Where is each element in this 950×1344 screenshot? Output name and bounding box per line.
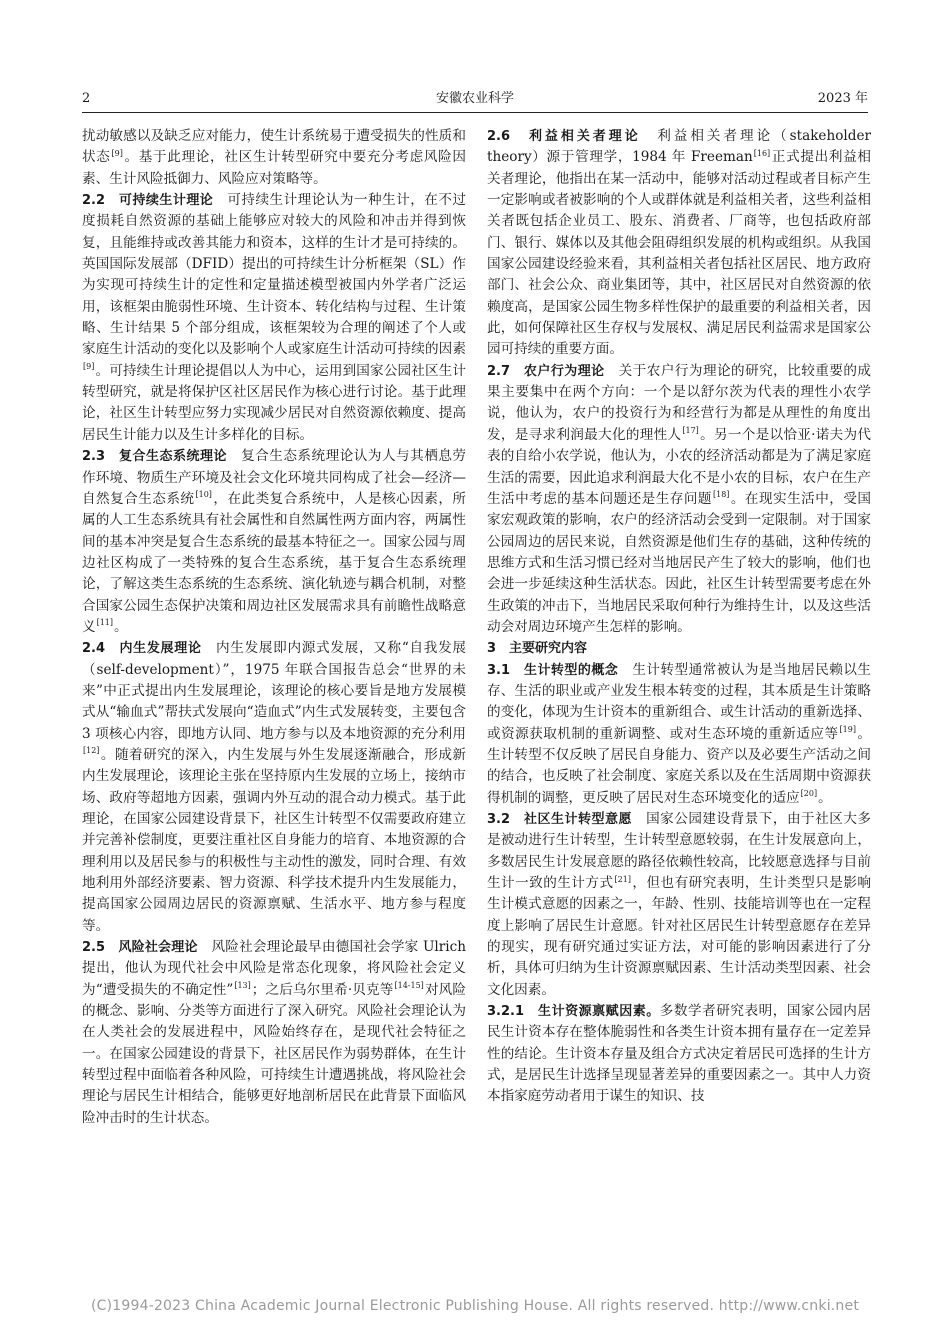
paragraph-continued: 扰动敏感以及缺乏应对能力，使生计系统易于遭受损失的性质和状态[9]。基于此理论，社区生计转型研究中要充分考虑风险因素、生计风险抵御力、风险应对策略等。 bbox=[82, 128, 467, 187]
citation[interactable]: [19] bbox=[839, 725, 856, 735]
section-heading: 2.4 内生发展理论 bbox=[82, 641, 202, 657]
section-heading: 3.1 生计转型的概念 bbox=[487, 662, 619, 678]
citation[interactable]: [9] bbox=[83, 362, 95, 372]
section-heading: 2.6 利益相关者理论 bbox=[487, 129, 641, 144]
citation[interactable]: [14-15] bbox=[394, 981, 424, 991]
citation[interactable]: [21] bbox=[614, 874, 631, 884]
section-heading: 3 主要研究内容 bbox=[487, 641, 588, 657]
citation[interactable]: [16] bbox=[753, 148, 771, 158]
citation[interactable]: [11] bbox=[96, 618, 114, 628]
section-2-6: 2.6 利益相关者理论 利益相关者理论（stakeholder theory）源于管理学，1984 年 Freeman[16]正式提出利益相关者理论，他指出在某一活动中，能够对活动过程或者目标产生一定影响或者被影响的个人或群体就是利益相关者，这些利益相关者既包括企业员工、股东、消费者、厂商等，也包括政府部门、银行、媒体以及其他会阻碍组织发展的机构或组织。从我国国家公园建设经验来看，其利益相关者包括社区居民、地方政府部门、社会公众、商业集团等，其中，社区居民对自然资源的依赖度高，是国家公园生物多样性保护的最重要的利益相关者，因此，如何保障社区生存权与发展权、满足居民利益需求是国家公园可持续的重要方面。 bbox=[487, 128, 872, 358]
section-2-2: 2.2 可持续生计理论 可持续生计理论认为一种生计，在不过度损耗自然资源的基础上能够应对较大的风险和冲击并得到恢复，且能维持或改善其能力和资本，这样的生计才是可持续的。英国国际发展部（DFID）提出的可持续生计分析框架（SL）作为实现可持续生计的定性和定量描述模型被国内外学者广泛运用，该框架由脆弱性环境、生计资本、转化结构与过程、生计策略、生计结果 5 个部分组成，该框架较为合理的阐述了个人或家庭生计活动的变化以及影响个人或家庭生计活动可持续的因素[9]。可持续生计理论提倡以人为中心，运用到国家公园社区生计转型研究，就是将保护区社区居民作为核心进行讨论。基于此理论，社区生计转型应努力实现减少居民对自然资源依赖度、提高居民生计能力以及生计多样化的目标。 bbox=[82, 192, 466, 443]
section-heading: 2.3 复合生态系统理论 bbox=[82, 449, 227, 465]
header-rule bbox=[82, 112, 868, 113]
section-3-2-1: 3.2.1 生计资源禀赋因素。多数学者研究表明，国家公园内居民生计资本存在整体脆弱性和各类生计资本拥有量存在一定差异性的结论。生计资本存量及组合方式决定着居民可选择的生计方式，是居民生计选择呈现显著差异的重要因素之一。其中人力资本指家庭劳动者用于谋生的知识、技 bbox=[487, 1003, 872, 1105]
citation[interactable]: [12] bbox=[83, 746, 100, 756]
citation[interactable]: [13] bbox=[234, 981, 251, 991]
copyright-footer: (C)1994-2023 China Academic Journal Electronic Publishing House. All rights reserved. http://www.cnki.net bbox=[90, 1298, 860, 1314]
section-3-heading bbox=[487, 638, 871, 659]
citation[interactable]: [18] bbox=[712, 490, 730, 500]
section-heading: 2.5 风险社会理论 bbox=[82, 940, 198, 956]
page-number: 2 bbox=[82, 91, 91, 106]
right-column bbox=[487, 126, 871, 1108]
section-heading: 3.2.1 生计资源禀赋因素。 bbox=[487, 1004, 660, 1020]
section-3-2: 3.2 社区生计转型意愿 国家公园建设背景下，由于社区大多是被动进行生计转型，生计转型意愿较弱，在生计发展意向上，多数居民生计发展意愿的路径依赖性较高，比较愿意选择与目前生计一致的生计方式[21]，但也有研究表明，生计类型只是影响生计模式意愿的因素之一，年龄、性别、技能培训等也在一定程度上影响了居民生计意愿。针对社区居民生计转型意愿存在差异的现实，现有研究通过实证方法，对可能的影响因素进行了分析，具体可归纳为生计资源禀赋因素、生计活动类型因素、社会文化因素。 bbox=[487, 811, 872, 998]
section-heading: 2.7 农户行为理论 bbox=[487, 363, 605, 379]
section-2-3: 2.3 复合生态系统理论 复合生态系统理论认为人与其栖息劳作环境、物质生产环境及社会文化环境共同构成了社会—经济—自然复合生态系统[10]，在此类复合系统中，人是核心因素，所属的人工生态系统具有社会属性和自然属性两方面内容，两属性间的基本冲突是复合生态系统的最基本特征之一。国家公园与周边社区构成了一类特殊的复合生态系统，基于复合生态系统理论，了解这类生态系统的生态系统、演化轨迹与耦合机制，对整合国家公园生态保护决策和周边社区发展需求具有前瞻性战略意义[11]。 bbox=[82, 448, 467, 635]
journal-name: 安徽农业科学 bbox=[435, 91, 514, 106]
citation[interactable]: [10] bbox=[195, 490, 212, 500]
page-header bbox=[82, 88, 868, 110]
citation[interactable]: [17] bbox=[682, 426, 699, 436]
section-2-5: 2.5 风险社会理论 风险社会理论最早由德国社会学家 Ulrich 提出，他认为现代社会中风险是常态化现象，将风险社会定义为“遭受损失的不确定性”[13]；之后乌尔里希·贝克等[14-15]对风险的概念、影响、分类等方面进行了深入研究。风险社会理论认为在人类社会的发展进程中，风险始终存在，是现代社会特征之一。在国家公园建设的背景下，社区居民作为弱势群体，在生计转型过程中面临着各种风险，可持续生计遭遇挑战，将风险社会理论与居民生计相结合，能够更好地剖析居民在此背景下面临风险冲击时的生计状态。 bbox=[82, 939, 466, 1126]
section-3-1: 3.1 生计转型的概念 生计转型通常被认为是当地居民赖以生存、生活的职业或产业发生根本转变的过程，其本质是生计策略的变化，体现为生计资本的重新组合、或生计活动的重新选择、或资源获取机制的重新调整、或对生态环境的重新适应等[19]。生计转型不仅反映了居民自身能力、资产以及必要生产活动之间的结合，也反映了社会制度、家庭关系以及在生活周期中资源获得机制的调整，更反映了居民对生态环境变化的适应[20]。 bbox=[487, 661, 871, 806]
section-2-7: 2.7 农户行为理论 关于农户行为理论的研究，比较重要的成果主要集中在两个方向：一个是以舒尔茨为代表的理性小农学说，他认为，农户的投资行为和经营行为都是从理性的角度出发，是寻求利润最大化的理性人[17]。另一个是以恰亚·诺夫为代表的自给小农学说，他认为，小农的经济活动都是为了满足家庭生活的需要，因此追求利润最大化不是小农的目标，农户在生产生活中考虑的基本问题还是生存问题[18]。在现实生活中，受国家宏观政策的影响，农户的经济活动会受到一定限制。对于国家公园周边的居民来说，自然资源是他们生存的基础，这种传统的思维方式和生活习惯已经对当地居民产生了较大的影响，他们也会进一步延续这种生活状态。因此，社区生计转型需要考虑在外生政策的冲击下，当地居民采取何种行为维持生计，以及这些活动会对周边环境产生怎样的影响。 bbox=[487, 362, 872, 635]
section-heading: 2.2 可持续生计理论 bbox=[82, 193, 214, 209]
left-column bbox=[82, 126, 466, 1129]
section-2-4: 2.4 内生发展理论 内生发展即内源式发展，又称“自我发展（self-development）”，1975 年联合国报告总会“世界的未来”中正式提出内生发展理论，该理论的核心要旨是地方发展模式从“输血式”帮扶式发展向“造血式”内生式发展转变，主要包含 3 项核心内容，即地方认同、地方参与以及本地资源的充分利用[12]。随着研究的深入，内生发展与外生发展逐渐融合，形成新内生发展理论，该理论主张在坚持原内生发展的立场上，接纳市场、政府等超地方因素，强调内外互动的混合动力模式。基于此理论，在国家公园建设背景下，社区生计转型不仅需要政府建立并完善补偿制度，更要注重社区自身能力的培育、本地资源的合理利用以及居民参与的积极性与主动性的激发，同时合理、有效地利用外部经济要素、智力资源、科学技术提升内生发展能力，提高国家公园周边居民的资源禀赋、生活水平、地方参与程度等。 bbox=[82, 640, 466, 934]
citation[interactable]: [20] bbox=[800, 789, 818, 799]
citation[interactable]: [9] bbox=[111, 148, 123, 158]
section-heading: 3.2 社区生计转型意愿 bbox=[487, 812, 632, 827]
publication-year: 2023 年 bbox=[817, 91, 868, 106]
